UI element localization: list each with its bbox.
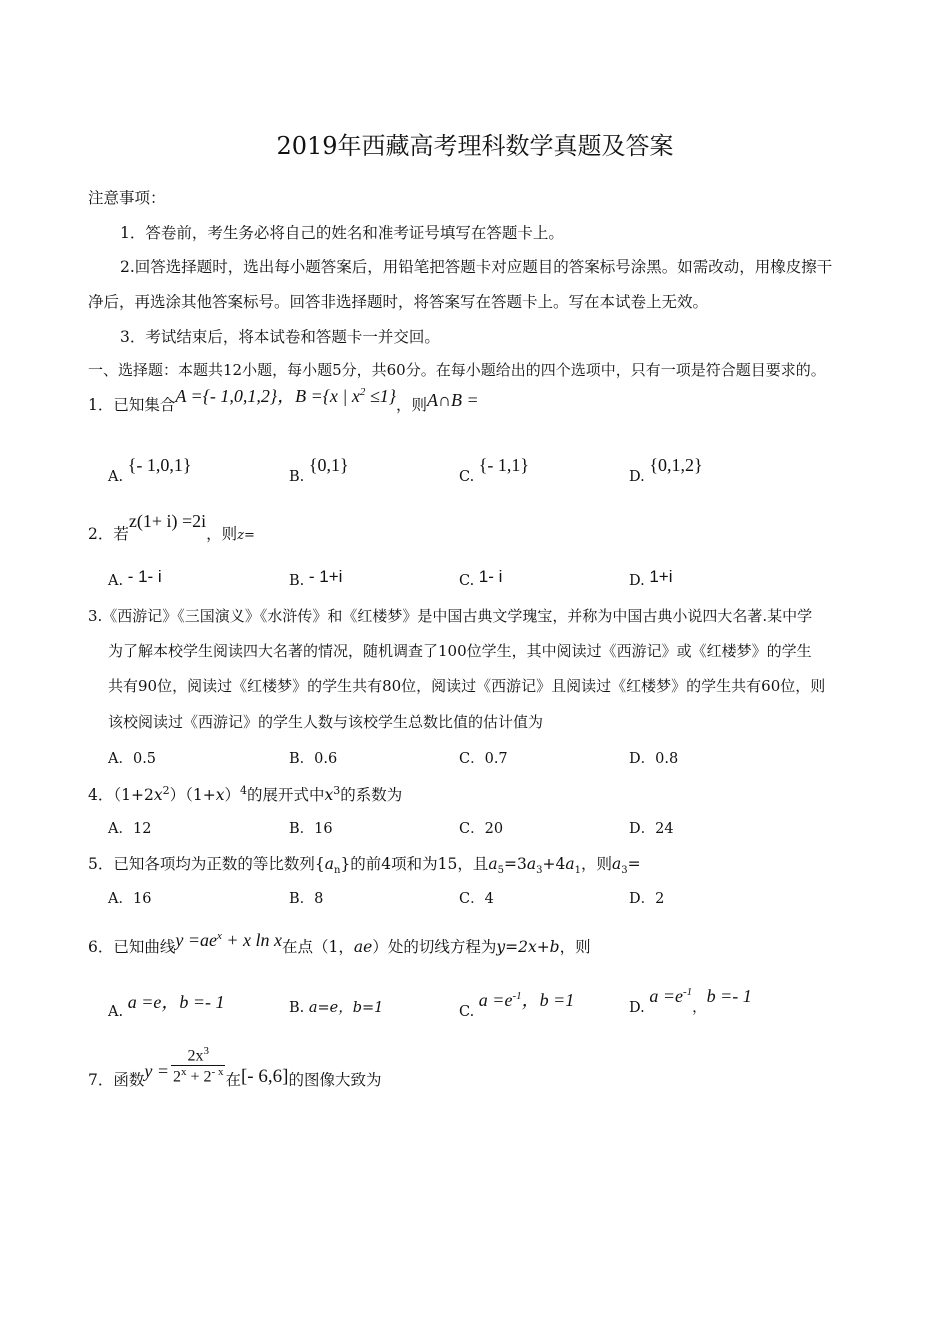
q6-curve	[175, 930, 282, 950]
q6-option-a-label: A.	[108, 1004, 124, 1020]
q5-option-b[interactable]: B．8	[289, 891, 324, 907]
q7-den-a: 2	[173, 1067, 182, 1085]
q1-prefix: 1．已知集合	[88, 396, 176, 414]
q5-sub-n: n	[333, 865, 341, 877]
q6-option-c-sup: -1	[512, 990, 522, 1002]
q6-option-a[interactable]	[108, 992, 225, 1022]
q7-num-sup: 3	[203, 1044, 209, 1057]
q7-prefix: 7．函数	[88, 1071, 145, 1089]
q5-sub-5: 5	[497, 865, 505, 877]
q5-part-1: 5．已知各项均为正数的等比数列{	[88, 855, 325, 873]
q7-den-a-sup: x	[181, 1065, 187, 1078]
q1-set-b	[295, 386, 396, 406]
q7-mid: 在	[225, 1071, 241, 1089]
q7-fraction	[171, 1045, 225, 1086]
q4-part-5: 的系数为	[340, 786, 403, 804]
q1-option-a-label: A.	[108, 469, 124, 485]
q6-tangent-line: y=2x+b	[496, 938, 560, 956]
q2-option-a-label: A.	[108, 573, 124, 589]
q2-option-b[interactable]	[289, 567, 343, 590]
q6-post: ）处的切线方程为	[372, 938, 497, 956]
q7-interval: [- 6,6]	[240, 1066, 289, 1087]
q5-part-6: =	[627, 855, 641, 873]
q3-option-d[interactable]: D．0.8	[629, 751, 679, 767]
q2-option-b-value: - 1+i	[308, 567, 343, 586]
q1-option-d[interactable]	[629, 455, 703, 486]
q1-option-d-value: {0,1,2}	[649, 455, 703, 475]
notice-item-2-line-1: 2.回答选择题时，选出每小题答案后，用铅笔把答题卡对应题目的答案标号涂黑。如需改动，用橡皮擦干	[120, 258, 833, 276]
q6-option-d-pre: a =e	[649, 986, 683, 1006]
q4-var-x1: x	[153, 786, 163, 804]
q4-option-a[interactable]: A．12	[108, 821, 152, 837]
q5-part-2: }的前4项和为15，且	[340, 855, 489, 873]
q6-option-d-label: D.	[629, 1000, 645, 1016]
question-4	[88, 783, 402, 805]
q1-option-a-value: {- 1,0,1}	[127, 455, 192, 475]
q2-option-c-value: 1- i	[478, 567, 503, 586]
q4-sup-2: 4	[239, 783, 247, 797]
q2-prefix: 2．若	[88, 525, 129, 543]
q3-line-4: 该校阅读过《西游记》的学生人数与该校学生总数比值的估计值为	[108, 713, 544, 731]
q7-den-mid: + 2	[186, 1067, 212, 1085]
q7-den-b-sup: - x	[211, 1065, 224, 1078]
q2-expression: z(1+ i) =2i	[128, 511, 207, 531]
q5-option-a[interactable]: A．16	[108, 891, 152, 907]
question-5	[88, 852, 641, 876]
q1-set-a: A ={- 1,0,1,2}，	[175, 386, 296, 406]
q7-y: y =	[144, 1060, 170, 1081]
q6-end: ，则	[559, 938, 591, 956]
q5-var-a: a	[324, 855, 334, 873]
q5-part-4: +4	[542, 855, 566, 873]
q1-option-d-label: D.	[629, 469, 645, 485]
q5-sub-3b: 3	[621, 865, 628, 877]
q2-option-c[interactable]	[459, 567, 503, 590]
q4-option-d[interactable]: D．24	[629, 821, 674, 837]
q4-var-x2: x	[215, 786, 225, 804]
question-6	[88, 930, 591, 957]
q4-part-2: ）（1+	[169, 786, 216, 804]
q6-option-c-post: ，b =1	[521, 990, 575, 1010]
q3-line-1: 3.《西游记》《三国演义》《水浒传》和《红楼梦》是中国古典文学瑰宝，并称为中国古典小说四大名著.某中学	[88, 607, 813, 625]
q6-option-c[interactable]	[459, 990, 575, 1022]
q1-option-c-value: {- 1,1}	[478, 455, 530, 475]
q7-post: 的图像大致为	[288, 1071, 382, 1089]
q6-mid: 在点（1，	[282, 938, 354, 956]
q3-line-2: 为了解本校学生阅读四大名著的情况，随机调查了100位学生，其中阅读过《西游记》或《红楼梦》的学生	[108, 642, 812, 660]
q2-option-a-value: - 1- i	[127, 567, 162, 586]
q1-expression: A∩B =	[426, 390, 479, 410]
q5-var-a1: a	[565, 855, 575, 873]
q6-curve-sup: x	[217, 930, 222, 942]
question-7	[88, 1040, 381, 1090]
q2-option-b-label: B.	[289, 573, 305, 589]
q2-option-c-label: C.	[459, 573, 475, 589]
q1-set-b-sup: 2	[359, 386, 366, 398]
q5-part-3: =3	[504, 855, 527, 873]
q3-option-a[interactable]: A．0.5	[108, 751, 157, 767]
q4-option-c[interactable]: C．20	[459, 821, 504, 837]
q1-mid: ，则	[395, 396, 427, 414]
notice-item-3: 3．考试结束后，将本试卷和答题卡一并交回。	[120, 328, 440, 346]
q5-sub-3: 3	[536, 865, 543, 877]
section-heading: 一、选择题：本题共12小题，每小题5分，共60分。在每小题给出的四个选项中，只有一项是符合题目要求的。	[88, 361, 826, 379]
q7-denominator	[171, 1066, 225, 1086]
q1-option-a[interactable]	[108, 455, 192, 486]
q4-part-1: 4．（1+2	[88, 786, 154, 804]
question-2	[88, 511, 255, 544]
q6-option-d[interactable]	[629, 986, 752, 1017]
q5-option-c[interactable]: C．4	[459, 891, 494, 907]
q4-var-x3: x	[324, 786, 334, 804]
q3-option-c[interactable]: C．0.7	[459, 751, 508, 767]
q6-prefix: 6．已知曲线	[88, 938, 176, 956]
notice-item-1: 1．答卷前，考生务必将自己的姓名和准考证号填写在答题卡上。	[120, 224, 564, 242]
q1-set-b-pre: B ={x | x	[295, 386, 360, 406]
q3-option-b[interactable]: B．0.6	[289, 751, 338, 767]
q4-option-b[interactable]: B．16	[289, 821, 333, 837]
q4-part-4: 的展开式中	[246, 786, 325, 804]
q1-set-b-post: ≤1}	[365, 386, 396, 406]
q6-option-d-post: b =- 1	[706, 986, 752, 1006]
q6-option-d-mid: ，	[692, 1000, 707, 1016]
q6-option-b-value: a=e，b=1	[308, 1000, 384, 1016]
q6-option-b-label: B.	[289, 1000, 305, 1016]
notice-heading: 注意事项：	[88, 189, 166, 207]
q6-option-d-sup: -1	[682, 986, 693, 998]
q5-var-a5: a	[488, 855, 498, 873]
q7-numerator	[171, 1045, 225, 1066]
q1-option-b-value: {0,1}	[308, 455, 349, 475]
q5-var-a3: a	[526, 855, 537, 873]
q2-mid: ，则	[206, 525, 238, 543]
q2-option-d-value: 1+i	[649, 567, 673, 586]
q4-sup-3: 3	[333, 783, 341, 797]
q5-part-5: ，则	[580, 855, 612, 873]
q1-option-c-label: C.	[459, 469, 475, 485]
q1-option-c[interactable]	[459, 455, 530, 486]
q6-ae: ae	[353, 938, 373, 956]
q5-option-d[interactable]: D．2	[629, 891, 665, 907]
q2-option-d[interactable]	[629, 567, 673, 590]
q6-option-b[interactable]	[289, 996, 383, 1017]
page-title: 2019年西藏高考理科数学真题及答案	[276, 132, 674, 160]
q2-option-d-label: D.	[629, 573, 645, 589]
q1-option-b-label: B.	[289, 469, 305, 485]
q5-var-a3b: a	[612, 855, 622, 873]
q4-part-3: ）	[224, 786, 240, 804]
q6-curve-pre: y =ae	[175, 930, 217, 950]
notice-item-2-line-2: 净后，再选涂其他答案标号。回答非选择题时，将答案写在答题卡上。写在本试卷上无效。	[88, 293, 709, 311]
q7-num-pre: 2x	[187, 1046, 204, 1064]
q4-sup-1: 2	[162, 783, 170, 797]
q6-option-c-label: C.	[459, 1004, 475, 1020]
q6-curve-post: + x ln x	[221, 930, 283, 950]
q6-option-c-pre: a =e	[478, 990, 513, 1010]
question-1	[88, 386, 479, 416]
q3-line-3: 共有90位，阅读过《红楼梦》的学生共有80位，阅读过《西游记》且阅读过《红楼梦》的学生共有60位，则	[108, 677, 826, 695]
q2-z: z=	[237, 528, 255, 543]
q2-option-a[interactable]	[108, 567, 162, 590]
q5-sub-1: 1	[574, 865, 581, 877]
q6-option-a-value: a =e，b =- 1	[127, 992, 225, 1012]
q1-option-b[interactable]	[289, 455, 349, 486]
